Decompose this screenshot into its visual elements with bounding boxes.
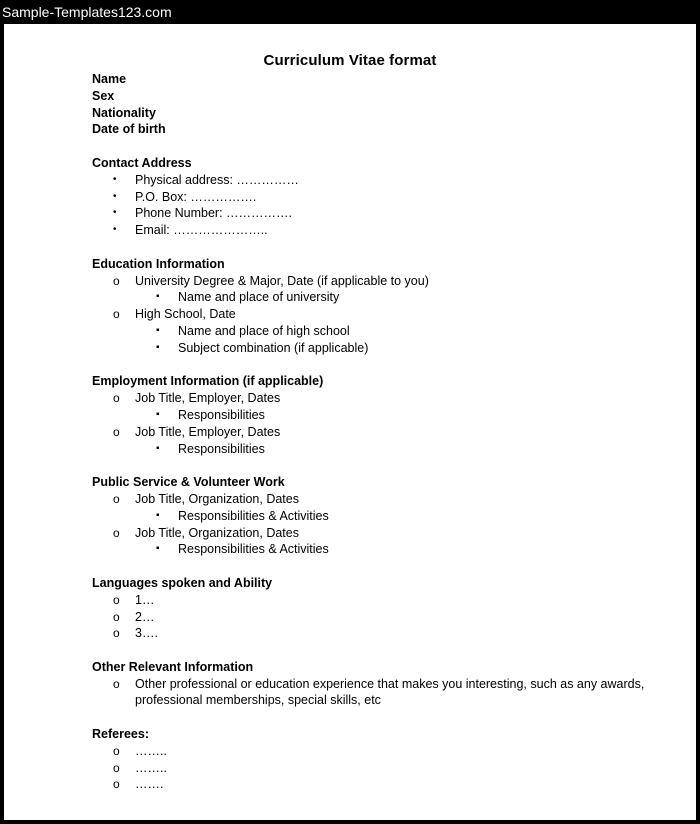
list-item: o 1… <box>113 592 155 607</box>
sub-list-item: ▪ Subject combination (if applicable) <box>156 340 369 355</box>
page-title: Curriculum Vitae format <box>263 52 437 69</box>
bullet-icon: • <box>113 173 117 185</box>
square-bullet-icon: ▪ <box>156 408 160 420</box>
sub-list-item: ▪ Responsibilities & Activities <box>156 508 329 523</box>
list-item: o Job Title, Organization, Dates <box>113 525 299 540</box>
list-item: • Phone Number: ……………. <box>113 206 292 221</box>
section-heading-referees: Referees: <box>92 727 149 742</box>
circle-bullet-icon: o <box>113 609 120 624</box>
sub-list-item: ▪ Responsibilities <box>156 441 265 456</box>
sub-list-item: ▪ Responsibilities <box>156 407 265 422</box>
list-item: o Other professional or education experience that makes you interesting, such as any awards, professional memberships, special skills, etc <box>113 676 645 708</box>
square-bullet-icon: ▪ <box>156 324 160 336</box>
section-heading-languages: Languages spoken and Ability <box>92 575 273 590</box>
square-bullet-icon: ▪ <box>156 543 160 555</box>
circle-bullet-icon: o <box>113 777 120 792</box>
section-heading-other: Other Relevant Information <box>92 659 254 674</box>
section-heading-contact: Contact Address <box>92 155 192 170</box>
sub-list-item: ▪ Responsibilities & Activities <box>156 542 329 557</box>
square-bullet-icon: ▪ <box>156 442 160 454</box>
bullet-icon: • <box>113 207 117 219</box>
list-item: o 2… <box>113 609 155 624</box>
list-item: o High School, Date <box>113 307 236 322</box>
bullet-icon: • <box>113 224 117 236</box>
list-item: o University Degree & Major, Date (if applicable to you) <box>113 273 429 288</box>
list-item: • Email: ………………….. <box>113 223 268 238</box>
list-item: o 3…. <box>113 626 158 641</box>
field-nationality: Nationality <box>92 105 156 120</box>
circle-bullet-icon: o <box>113 592 120 607</box>
watermark: Sample-Templates123.com <box>2 4 172 20</box>
list-item: o …….. <box>113 743 167 758</box>
square-bullet-icon: ▪ <box>156 509 160 521</box>
list-item: o ……. <box>113 777 164 792</box>
circle-bullet-icon: o <box>113 676 120 691</box>
field-date-of-birth: Date of birth <box>92 122 166 137</box>
circle-bullet-icon: o <box>113 491 120 506</box>
list-item: o Job Title, Organization, Dates <box>113 491 299 506</box>
list-item: • Physical address: …………… <box>113 172 299 187</box>
square-bullet-icon: ▪ <box>156 291 160 303</box>
section-heading-public-service: Public Service & Volunteer Work <box>92 475 285 490</box>
circle-bullet-icon: o <box>113 391 120 406</box>
circle-bullet-icon: o <box>113 626 120 641</box>
circle-bullet-icon: o <box>113 760 120 775</box>
circle-bullet-icon: o <box>113 307 120 322</box>
field-name: Name <box>92 72 127 86</box>
field-sex: Sex <box>92 88 115 103</box>
section-heading-education: Education Information <box>92 256 225 271</box>
list-item: o Job Title, Employer, Dates <box>113 391 281 406</box>
circle-bullet-icon: o <box>113 273 120 288</box>
cv-content <box>92 71 652 793</box>
section-heading-employment: Employment Information (if applicable) <box>92 374 324 389</box>
square-bullet-icon: ▪ <box>156 341 160 353</box>
bullet-icon: • <box>113 190 117 202</box>
list-item: • P.O. Box: ……………. <box>113 189 257 204</box>
circle-bullet-icon: o <box>113 424 120 439</box>
list-item: o …….. <box>113 760 167 775</box>
sub-list-item: ▪ Name and place of high school <box>156 323 350 338</box>
circle-bullet-icon: o <box>113 525 120 540</box>
sub-list-item: ▪ Name and place of university <box>156 290 340 305</box>
list-item: o Job Title, Employer, Dates <box>113 424 281 439</box>
circle-bullet-icon: o <box>113 743 120 758</box>
